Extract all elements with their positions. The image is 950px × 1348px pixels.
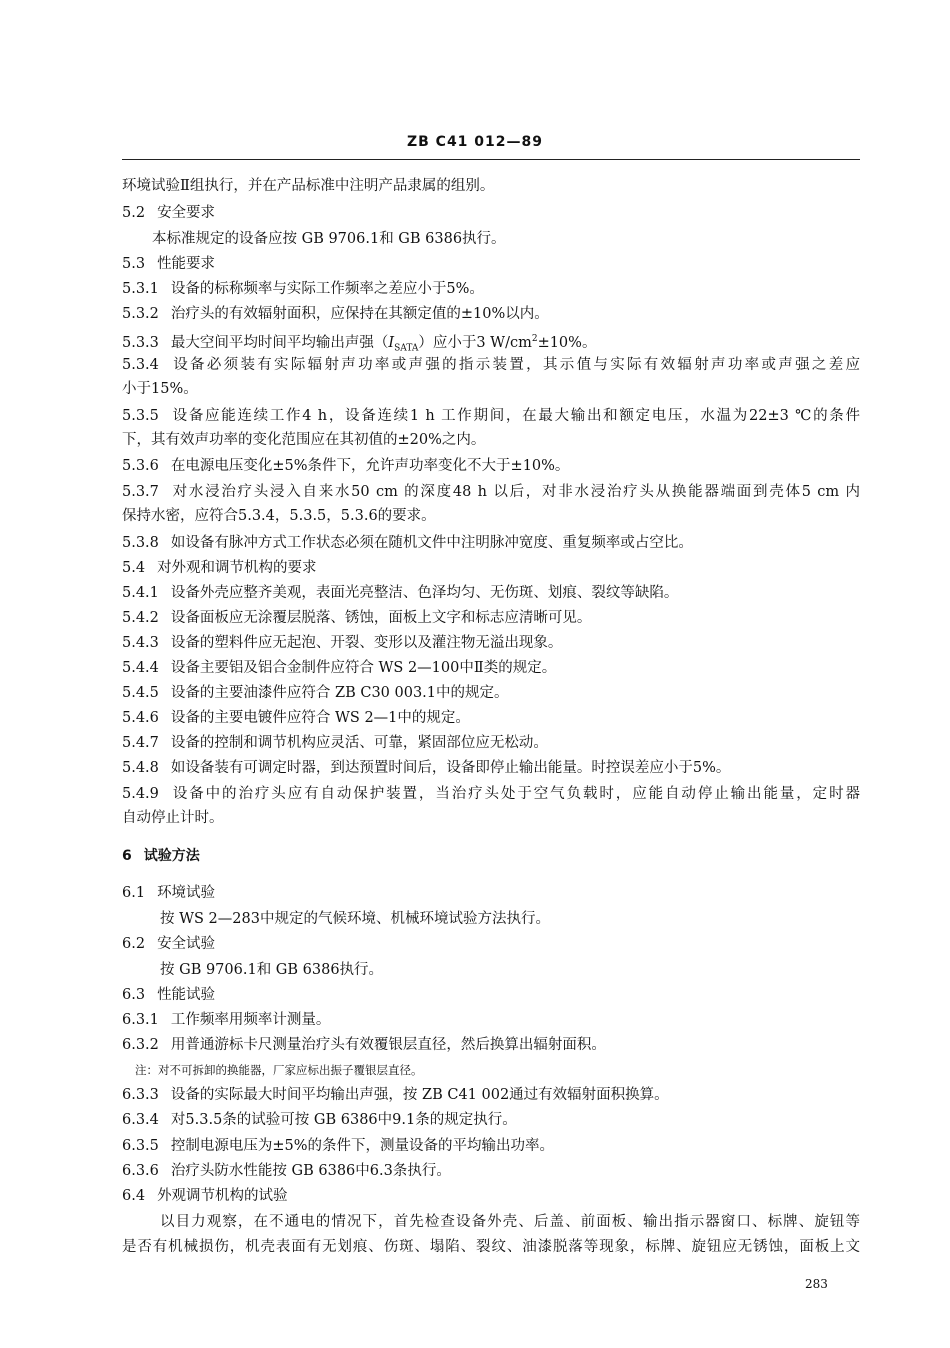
- text-line: 本标准规定的设备应按 GB 9706.1和 GB 6386执行。: [152, 231, 506, 247]
- section-heading: 5.2 安全要求: [122, 205, 216, 221]
- clause-line: 5.3.1 设备的标称频率与实际工作频率之差应小于5%。: [122, 281, 484, 297]
- clause-line: 5.3.7 对水浸治疗头浸入自来水50 cm 的深度48 h 以后，对非水浸治疗头从换能器端面到壳体5 cm 内: [122, 484, 860, 500]
- section-heading: 6.4 外观调节机构的试验: [122, 1188, 288, 1204]
- clause-line: 6.3.5 控制电源电压为±5%的条件下，测量设备的平均输出功率。: [122, 1138, 555, 1154]
- note-line: 注：对不可拆卸的换能器，厂家应标出振子覆银层直径。: [135, 1063, 423, 1077]
- clause-line: 5.4.5 设备的主要油漆件应符合 ZB C30 003.1中的规定。: [122, 685, 509, 701]
- text-line: 小于15%。: [122, 381, 198, 397]
- text-line: 环境试验Ⅱ组执行，并在产品标准中注明产品隶属的组别。: [122, 178, 495, 194]
- text-line: 保持水密，应符合5.3.4，5.3.5，5.3.6的要求。: [122, 508, 436, 524]
- clause-line: 5.4.1 设备外壳应整齐美观，表面光亮整洁、色泽均匀、无伤斑、划痕、裂纹等缺陷。: [122, 585, 679, 601]
- clause-line: 5.3.8 如设备有脉冲方式工作状态必须在随机文件中注明脉冲宽度、重复频率或占空比。: [122, 535, 693, 551]
- clause-line: 6.3.4 对5.3.5条的试验可按 GB 6386中9.1条的规定执行。: [122, 1112, 517, 1128]
- section-heading: 5.3 性能要求: [122, 256, 216, 272]
- chapter-heading: 6 试验方法: [122, 848, 200, 864]
- clause-line: 5.4.4 设备主要铝及铝合金制件应符合 WS 2—100中Ⅱ类的规定。: [122, 660, 557, 676]
- clause-line: 6.3.2 用普通游标卡尺测量治疗头有效覆银层直径，然后换算出辐射面积。: [122, 1037, 606, 1053]
- section-heading: 6.2 安全试验: [122, 936, 216, 952]
- text-line: 以目力观察，在不通电的情况下，首先检查设备外壳、后盖、前面板、输出指示器窗口、标牌、旋钮等: [160, 1214, 860, 1230]
- text-line: 自动停止计时。: [122, 810, 224, 826]
- text-line: 按 GB 9706.1和 GB 6386执行。: [160, 962, 384, 978]
- clause-line: 5.4.9 设备中的治疗头应有自动保护装置，当治疗头处于空气负载时，应能自动停止输出能量，定时器: [122, 786, 860, 802]
- clause-line: 5.4.6 设备的主要电镀件应符合 WS 2—1中的规定。: [122, 710, 470, 726]
- clause-line: 5.3.2 治疗头的有效辐射面积，应保持在其额定值的±10%以内。: [122, 306, 549, 322]
- clause-line: 5.4.2 设备面板应无涂覆层脱落、锈蚀，面板上文字和标志应清晰可见。: [122, 610, 592, 626]
- text-line: 下，其有效声功率的变化范围应在其初值的±20%之内。: [122, 432, 486, 448]
- section-heading: 6.3 性能试验: [122, 987, 216, 1003]
- clause-line: 6.3.6 治疗头防水性能按 GB 6386中6.3条执行。: [122, 1163, 451, 1179]
- clause-line: 5.3.3 最大空间平均时间平均输出声强$(I_{SATA})$应小于3 $W/cm^2\pm 10\%$。: [122, 334, 597, 354]
- clause-line: 5.3.4 设备必须装有实际辐射声功率或声强的指示装置，其示值与实际有效辐射声功率或声强之差应: [122, 357, 860, 373]
- header-rule: [122, 159, 860, 160]
- page-number: 283: [805, 1277, 828, 1291]
- clause-line: 6.3.3 设备的实际最大时间平均输出声强，按 ZB C41 002通过有效辐射面积换算。: [122, 1087, 669, 1103]
- text-line: 是否有机械损伤，机壳表面有无划痕、伤斑、塌陷、裂纹、油漆脱落等现象，标牌、旋钮应无锈蚀，面板上文: [122, 1239, 860, 1255]
- clause-line: 5.4.7 设备的控制和调节机构应灵活、可靠，紧固部位应无松动。: [122, 735, 548, 751]
- text-line: 按 WS 2—283中规定的气候环境、机械环境试验方法执行。: [160, 911, 550, 927]
- section-heading: 6.1 环境试验: [122, 885, 216, 901]
- clause-line: 6.3.1 工作频率用频率计测量。: [122, 1012, 331, 1028]
- clause-line: 5.3.6 在电源电压变化±5%条件下，允许声功率变化不大于±10%。: [122, 458, 570, 474]
- clause-line: 5.3.5 设备应能连续工作4 h，设备连续1 h 工作期间，在最大输出和额定电压，水温为22±3 ℃的条件: [122, 408, 860, 424]
- clause-line: 5.4.8 如设备装有可调定时器，到达预置时间后，设备即停止输出能量。时控误差应小于5%。: [122, 760, 731, 776]
- page-header: ZB C41 012—89: [406, 134, 544, 150]
- section-heading: 5.4 对外观和调节机构的要求: [122, 560, 317, 576]
- clause-line: 5.4.3 设备的塑料件应无起泡、开裂、变形以及灌注物无溢出现象。: [122, 635, 563, 651]
